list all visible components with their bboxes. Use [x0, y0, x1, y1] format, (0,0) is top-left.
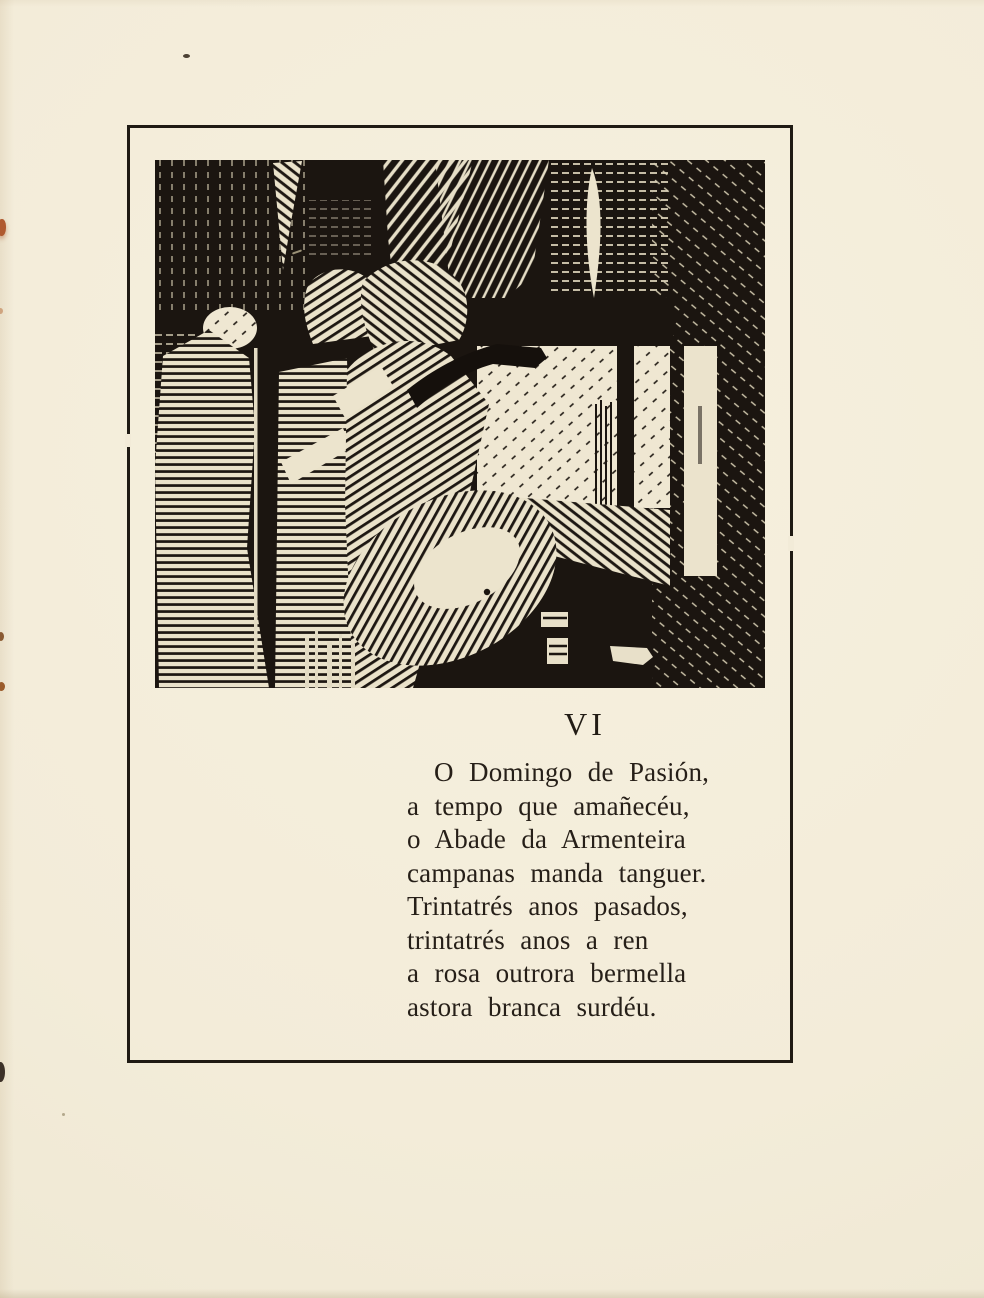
- poem-line: astora branca surdéu.: [407, 991, 657, 1022]
- poem-line: trintatrés anos a ren: [407, 924, 649, 955]
- frame-ink-break: [788, 536, 794, 551]
- poem-line: a tempo que amañecéu,: [407, 790, 690, 821]
- paper-speck: [62, 1113, 65, 1116]
- poem-line: a rosa outrora bermella: [407, 958, 687, 988]
- paper-speck: [183, 54, 190, 58]
- paper-speck: [0, 308, 3, 314]
- section-heading: VI: [564, 706, 606, 742]
- poem-line: o Abade da Armenteira: [407, 824, 686, 854]
- binding-mark: [0, 682, 5, 691]
- binding-mark: [0, 1062, 5, 1082]
- frame-ink-break: [125, 434, 131, 447]
- poem: [407, 756, 737, 1024]
- binding-mark: [0, 632, 4, 641]
- binding-mark: [0, 219, 6, 236]
- poem-line: Trintatrés anos pasados,: [407, 891, 688, 921]
- woodcut-illustration: [155, 160, 765, 688]
- poem-line: campanas manda tanguer.: [407, 857, 707, 888]
- poem-line: O Domingo de Pasión,: [434, 757, 710, 787]
